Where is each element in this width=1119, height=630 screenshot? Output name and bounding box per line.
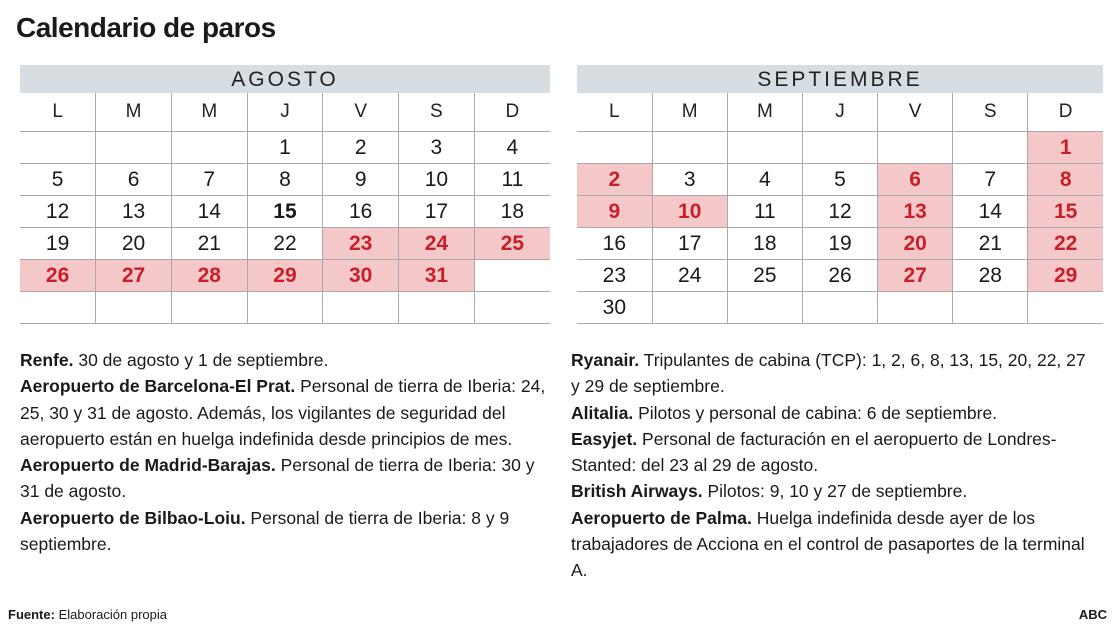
day-cell: 28 — [953, 260, 1028, 292]
note-text: Huelga indefinida desde ayer de los trabajadores de Acciona en el control de pasaportes de la terminal A. — [571, 507, 1085, 581]
month-header: AGOSTO — [20, 65, 550, 93]
week-row — [577, 132, 1103, 164]
strike-day-cell: 29 — [247, 260, 323, 292]
day-cell — [652, 132, 727, 164]
weekday-header: S — [953, 93, 1028, 132]
day-cell: 4 — [474, 132, 550, 164]
note-text: Personal de tierra de Iberia: 30 y 31 de agosto. — [20, 455, 535, 502]
day-cell — [20, 292, 96, 324]
week-row — [577, 292, 1103, 324]
strike-day-cell: 25 — [474, 228, 550, 260]
day-cell — [171, 292, 247, 324]
note-company: Aeropuerto de Madrid-Barajas. — [20, 455, 276, 476]
day-cell — [577, 132, 652, 164]
strike-day-cell: 27 — [878, 260, 953, 292]
weekday-header: S — [399, 93, 475, 132]
strike-note — [571, 347, 1091, 400]
day-cell: 13 — [96, 196, 172, 228]
week-row — [20, 164, 550, 196]
day-cell: 21 — [953, 228, 1028, 260]
day-cell: 14 — [953, 196, 1028, 228]
strike-day-cell: 6 — [878, 164, 953, 196]
month-header: SEPTIEMBRE — [577, 65, 1103, 93]
week-row — [20, 260, 550, 292]
day-cell: 10 — [399, 164, 475, 196]
weekday-header: L — [52, 101, 63, 122]
day-cell: 18 — [474, 196, 550, 228]
day-cell: 15 — [247, 196, 323, 228]
week-row — [20, 292, 550, 324]
note-text: Pilotos y personal de cabina: 6 de septiembre. — [633, 402, 998, 423]
source-label: Fuente: — [8, 607, 55, 622]
day-cell: 11 — [727, 196, 802, 228]
day-cell: 6 — [96, 164, 172, 196]
week-row — [577, 228, 1103, 260]
strike-note — [20, 347, 550, 373]
day-cell: 1 — [247, 132, 323, 164]
note-company: British Airways. — [571, 481, 703, 502]
strike-day-cell: 22 — [1028, 228, 1103, 260]
day-cell: 19 — [802, 228, 877, 260]
note-text: Pilotos: 9, 10 y 27 de septiembre. — [702, 481, 968, 502]
day-cell: 24 — [652, 260, 727, 292]
day-cell: 7 — [171, 164, 247, 196]
day-cell — [953, 292, 1028, 324]
strike-day-cell: 31 — [399, 260, 475, 292]
day-cell: 14 — [171, 196, 247, 228]
day-cell: 4 — [727, 164, 802, 196]
strike-note — [571, 505, 1091, 584]
strike-day-cell: 26 — [20, 260, 96, 292]
day-cell: 3 — [652, 164, 727, 196]
day-cell: 17 — [399, 196, 475, 228]
week-row — [20, 132, 550, 164]
week-row — [577, 260, 1103, 292]
weekday-header: M — [727, 93, 802, 132]
note-text: 30 de agosto y 1 de septiembre. — [73, 350, 329, 370]
day-cell — [323, 292, 399, 324]
note-company: Ryanair. — [571, 350, 640, 370]
day-cell — [878, 132, 953, 164]
day-cell: 16 — [323, 196, 399, 228]
weekday-header: M — [171, 93, 247, 132]
day-cell — [399, 292, 475, 324]
weekday-header: V — [878, 93, 953, 132]
day-cell — [474, 260, 550, 292]
week-row — [577, 164, 1103, 196]
source-credit — [8, 607, 167, 622]
day-cell: 20 — [96, 228, 172, 260]
calendar-grid — [577, 93, 1103, 324]
strike-day-cell: 24 — [399, 228, 475, 260]
strike-day-cell: 29 — [1028, 260, 1103, 292]
weekday-header: L — [609, 101, 620, 122]
strike-note — [20, 373, 550, 452]
day-cell — [652, 292, 727, 324]
page-title: Calendario de paros — [16, 12, 276, 43]
day-cell — [802, 132, 877, 164]
day-cell: 5 — [802, 164, 877, 196]
day-cell — [96, 132, 172, 164]
day-cell: 21 — [171, 228, 247, 260]
day-cell — [953, 132, 1028, 164]
weekday-header: D — [474, 93, 550, 132]
note-text: Personal de facturación en el aeropuerto de Londres-Stanted: del 23 al 29 de agosto. — [571, 428, 1057, 476]
week-row — [577, 196, 1103, 228]
calendar-august — [20, 65, 550, 324]
strike-day-cell: 15 — [1028, 196, 1103, 228]
day-cell: 23 — [577, 260, 652, 292]
day-cell: 5 — [20, 164, 96, 196]
week-row — [20, 228, 550, 260]
notes-right — [571, 347, 1091, 584]
note-text: Personal de tierra de Iberia: 24, 25, 30 y 31 de agosto. Además, los vigilantes de seguridad del aeropuerto están en huelga indefinida desde principios de mes. — [20, 376, 546, 449]
day-cell — [96, 292, 172, 324]
day-cell: 12 — [802, 196, 877, 228]
day-cell — [474, 292, 550, 324]
strike-note — [571, 478, 1091, 504]
note-company: Aeropuerto de Palma. — [571, 507, 752, 528]
day-cell: 2 — [323, 132, 399, 164]
weekday-header: J — [802, 93, 877, 132]
day-cell — [727, 292, 802, 324]
notes-left — [20, 347, 550, 557]
strike-note — [571, 400, 1091, 426]
day-cell: 17 — [652, 228, 727, 260]
strike-day-cell: 13 — [878, 196, 953, 228]
day-cell: 22 — [247, 228, 323, 260]
strike-day-cell: 8 — [1028, 164, 1103, 196]
strike-day-cell: 23 — [323, 228, 399, 260]
strike-day-cell: 27 — [96, 260, 172, 292]
day-cell: 3 — [399, 132, 475, 164]
brand-logo: ABC — [1078, 607, 1107, 622]
day-cell — [727, 132, 802, 164]
day-cell: 7 — [953, 164, 1028, 196]
day-cell: 8 — [247, 164, 323, 196]
note-text: Tripulantes de cabina (TCP): 1, 2, 6, 8, 13, 15, 20, 22, 27 y 29 de septiembre. — [571, 350, 1086, 397]
day-cell: 30 — [577, 292, 652, 324]
calendar-grid — [20, 93, 550, 324]
calendar-september — [577, 65, 1103, 324]
note-company: Easyjet. — [571, 428, 638, 449]
strike-day-cell: 2 — [577, 164, 652, 196]
note-company: Renfe. — [20, 350, 74, 370]
day-cell: 12 — [20, 196, 96, 228]
day-cell: 19 — [20, 228, 96, 260]
strike-day-cell: 10 — [652, 196, 727, 228]
weekday-header: M — [652, 93, 727, 132]
day-cell — [20, 132, 96, 164]
day-cell — [247, 292, 323, 324]
weekday-header: V — [323, 93, 399, 132]
weekday-header: D — [1028, 93, 1103, 132]
week-row — [20, 196, 550, 228]
weekday-header: J — [247, 93, 323, 132]
strike-day-cell: 1 — [1028, 132, 1103, 164]
strike-day-cell: 20 — [878, 228, 953, 260]
strike-day-cell: 28 — [171, 260, 247, 292]
day-cell: 18 — [727, 228, 802, 260]
strike-note — [571, 426, 1091, 479]
day-cell: 26 — [802, 260, 877, 292]
note-text: Personal de tierra de Iberia: 8 y 9 septiembre. — [20, 507, 510, 555]
day-cell: 9 — [323, 164, 399, 196]
weekday-header: M — [96, 93, 172, 132]
strike-day-cell: 9 — [577, 196, 652, 228]
day-cell: 11 — [474, 164, 550, 196]
day-cell: 25 — [727, 260, 802, 292]
day-cell — [1028, 292, 1103, 324]
day-cell — [802, 292, 877, 324]
strike-day-cell: 30 — [323, 260, 399, 292]
day-cell — [878, 292, 953, 324]
note-company: Alitalia. — [571, 402, 634, 423]
source-text: Elaboración propia — [54, 607, 167, 622]
note-company: Aeropuerto de Bilbao-Loiu. — [20, 507, 246, 528]
strike-note — [20, 505, 550, 558]
day-cell: 16 — [577, 228, 652, 260]
day-cell — [171, 132, 247, 164]
note-company: Aeropuerto de Barcelona-El Prat. — [20, 376, 296, 397]
strike-note — [20, 452, 550, 505]
